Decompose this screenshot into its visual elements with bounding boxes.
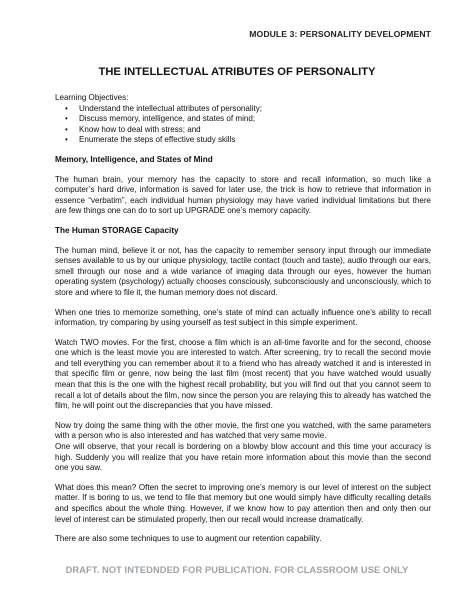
- section-heading-memory: Memory, Intelligence, and States of Mind: [55, 154, 213, 164]
- objective-item: • Discuss memory, intelligence, and states of mind;: [79, 114, 431, 125]
- paragraph: There are also some techniques to use to augment our retention capability.: [55, 534, 322, 544]
- paragraph: Watch TWO movies. For the first, choose a film which is an all-time favorite and for the second, choose one which is the least movie you are interested to watch. After screening, try to recall the second movie and tell everything you can remember about it to a friend who has already watched it and is interested in that specific film or genre, now being the last film (most recent) that you have watched would usually mean that this is the one with the highest recall probability, but you will find out that you cannot seem to recall a lot of details about the film, now since the person you are relaying this to already has watched the film, he will point out the discrepancies that you have missed.: [55, 337, 431, 411]
- paragraph: The human mind, believe it or not, has the capacity to remember sensory input through our immediate senses available to us by our unique physiology, tactile contact (touch and taste), audio through our ears, smell through our nose and a wide variance of imaging data through our eyes, however the human operating system (psychology) actually chooses consciously, subconsciously and unconsciously, which to store and where to file it, the human memory does not discard.: [55, 245, 431, 297]
- objectives-list: [55, 104, 431, 146]
- paragraph: The human brain, your memory has the capacity to store and recall information, so much like a computer’s hard drive, information is saved for later use, the trick is how to retrieve that information in essence “verbatim”, each individual human physiology may have varied individual limitations but there are few things one can do to sort up UPGRADE one’s memory capacity.: [55, 174, 431, 216]
- paragraph: When one tries to memorize something, one’s state of mind can actually influence one’s ability to recall information, try comparing by using yourself as test subject in this simple experiment.: [55, 307, 431, 328]
- objectives-label: Learning Objectives:: [55, 93, 129, 102]
- objective-item: • Understand the intellectual attributes of personality;: [79, 104, 431, 115]
- paragraph: What does this mean? Often the secret to improving one’s memory is our level of interest on the subject matter. If is boring to us, we tend to file that memory but one would simply have difficulty recalling details and specifics about the whole thing. However, if we know how to pay attention then and only then our level of interest can be stimulated properly, then our recall would increase dramatically.: [55, 482, 431, 524]
- objective-item: • Know how to deal with stress; and: [79, 125, 431, 136]
- document-title: THE INTELLECTUAL ATRIBUTES OF PERSONALITY: [98, 66, 376, 78]
- document-body: [55, 93, 431, 554]
- module-header: MODULE 3: PERSONALITY DEVELOPMENT: [249, 29, 431, 39]
- paragraph: One will observe, that your recall is bordering on a blowby blow account and this time your accuracy is high. Suddenly you will realize that you have retain more information about this movie than the second one you saw.: [55, 442, 431, 473]
- section-heading-storage: The Human STORAGE Capacity: [55, 225, 179, 235]
- objective-item: • Enumerate the steps of effective study skills: [79, 135, 431, 146]
- paragraph: Now try doing the same thing with the other movie, the first one you watched, with the same parameters with a person who is also interested and has watched that very same movie.: [55, 420, 431, 441]
- draft-footer: DRAFT. NOT INTEDNDED FOR PUBLICATION. FOR CLASSROOM USE ONLY: [65, 565, 409, 575]
